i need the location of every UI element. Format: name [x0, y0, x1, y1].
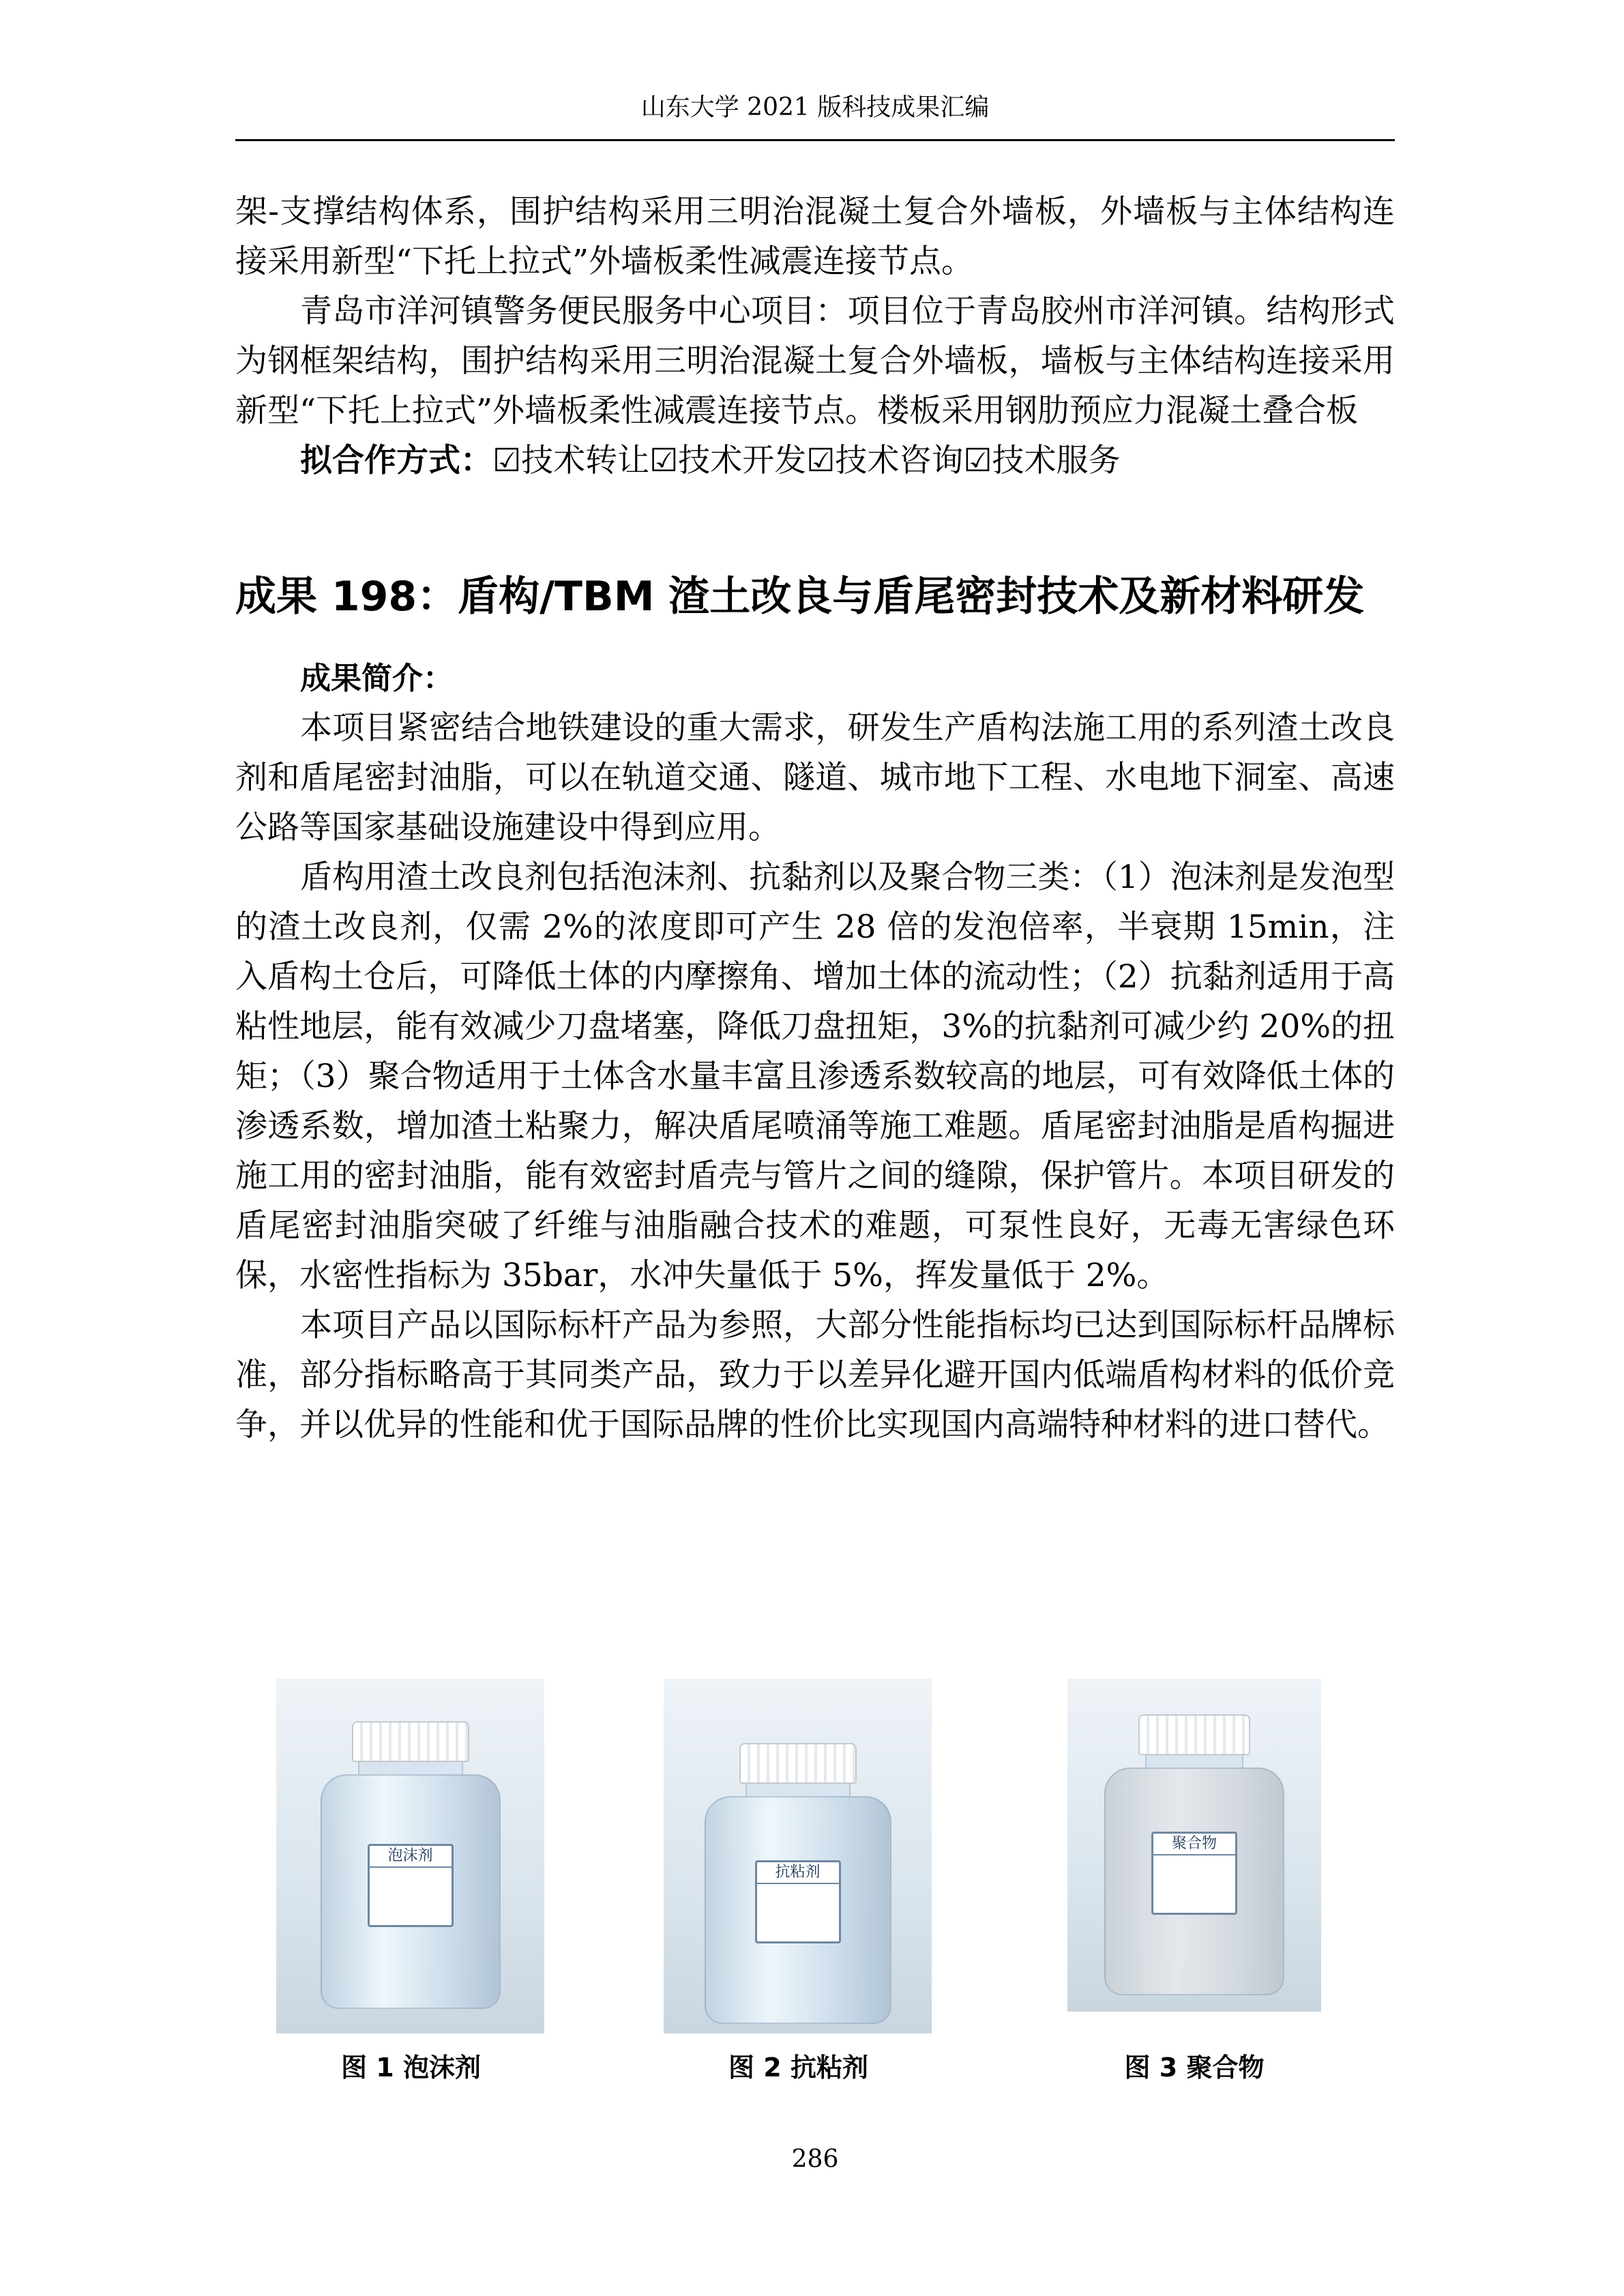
figure-2 — [664, 1679, 933, 2087]
figure-row — [0, 1679, 1624, 2102]
figure-1-caption: 图 1 泡沫剂 — [341, 2053, 481, 2083]
bottle-icon — [321, 1774, 501, 2009]
page-number: 286 — [791, 2145, 839, 2173]
paragraph-products: 盾构用渣土改良剂包括泡沫剂、抗黏剂以及聚合物三类：（1）泡沫剂是发泡型的渣土改良剂，仅需 2%的浓度即可产生 28 倍的发泡倍率，半衰期 15min，注入盾构土仓后，可降低土体的内摩擦角、增加土体的流动性；（2）抗黏剂适用于高粘性地层，能有效减少刀盘堵塞，降低刀盘扭矩，3%的抗黏剂可减少约 20%的扭矩；（3）聚合物适用于土体含水量丰富且渗透系数较高的地层，可有效降低土体的渗透系数，增加渣土粘聚力，解决盾尾喷涌等施工难题。盾尾密封油脂是盾构掘进施工用的密封油脂，能有效密封盾壳与管片之间的缝隙，保护管片。本项目研发的盾尾密封油脂突破了纤维与油脂融合技术的难题，可泵性良好，无毒无害绿色环保，水密性指标为 35bar，水冲失量低于 5%，挥发量低于 2%。 — [235, 859, 1395, 1294]
figure-3 — [1067, 1679, 1321, 2087]
paragraph-project: 青岛市洋河镇警务便民服务中心项目：项目位于青岛胶州市洋河镇。结构形式为钢框架结构，围护结构采用三明治混凝土复合外墙板，墙板与主体结构连接采用新型“下托上拉式”外墙板柔性减震连接节点。楼板采用钢肋预应力混凝土叠合板 — [235, 293, 1395, 430]
paragraph-continuation: 架-支撑结构体系，围护结构采用三明治混凝土复合外墙板，外墙板与主体结构连接采用新型“下托上拉式”外墙板柔性减震连接节点。 — [235, 193, 1395, 280]
paragraph-intro: 本项目紧密结合地铁建设的重大需求，研发生产盾构法施工用的系列渣土改良剂和盾尾密封油脂，可以在轨道交通、隧道、城市地下工程、水电地下洞室、高速公路等国家基础设施建设中得到应用。 — [235, 709, 1395, 846]
polymer-photo — [1067, 1679, 1321, 2012]
cooperation-label: 拟合作方式： — [300, 442, 492, 479]
bottle-icon — [1104, 1768, 1284, 1995]
anti-stick-agent-photo — [664, 1679, 932, 2033]
bottle-cap-icon — [739, 1743, 857, 1784]
cooperation-line — [235, 436, 1395, 486]
bottle-label-text: 聚合物 — [1153, 1834, 1235, 1855]
foam-agent-photo — [276, 1679, 544, 2033]
section-subhead: 成果简介： — [300, 660, 454, 696]
bottle-label — [368, 1844, 454, 1927]
bottle-cap-icon — [352, 1721, 469, 1762]
section-title: 成果 198：盾构/TBM 渣土改良与盾尾密封技术及新材料研发 — [235, 573, 1365, 621]
bottle-cap-icon — [1138, 1714, 1250, 1755]
cooperation-options: ☑技术转让☑技术开发☑技术咨询☑技术服务 — [492, 442, 1121, 479]
bottle-label-text: 泡沫剂 — [370, 1846, 452, 1868]
figure-3-caption: 图 3 聚合物 — [1124, 2053, 1265, 2083]
bottle-label-text: 抗粘剂 — [757, 1862, 839, 1884]
figure-2-caption: 图 2 抗粘剂 — [728, 2053, 868, 2083]
header-rule — [235, 139, 1395, 141]
bottle-label — [1151, 1832, 1237, 1915]
running-header: 山东大学 2021 版科技成果汇编 — [640, 93, 990, 121]
bottle-icon — [705, 1796, 891, 2024]
figure-1 — [276, 1679, 546, 2087]
paragraph-benchmark: 本项目产品以国际标杆产品为参照，大部分性能指标均已达到国际标杆品牌标准，部分指标略高于其同类产品，致力于以差异化避开国内低端盾构材料的低价竞争，并以优异的性能和优于国际品牌的性价比实现国内高端特种材料的进口替代。 — [235, 1307, 1395, 1444]
page-body — [235, 187, 1395, 1450]
bottle-label — [755, 1860, 841, 1943]
